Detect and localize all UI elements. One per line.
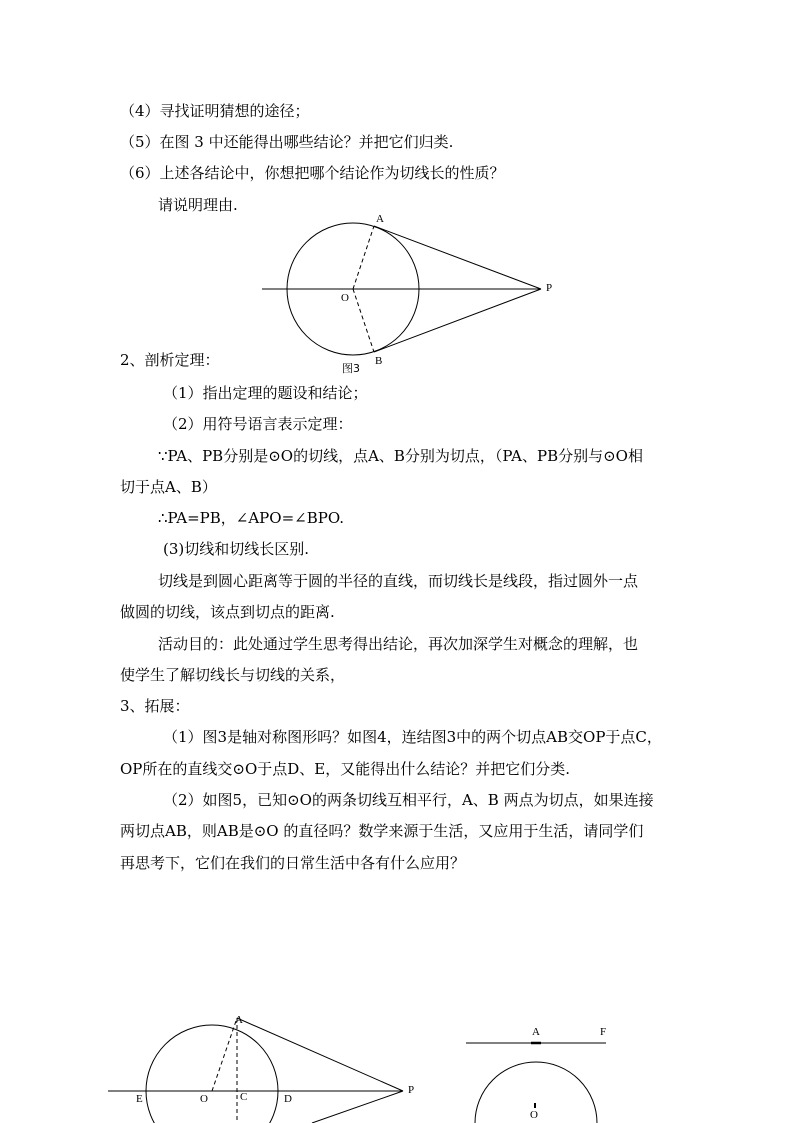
figure-4-label-p: P	[408, 1084, 415, 1096]
figure-3-tangent-pa	[374, 226, 541, 289]
extension-2-line-2: 两切点AB，则AB是⊙O 的直径吗？数学来源于生活，又应用于生活，请同学们	[120, 822, 644, 840]
extension-1-line-2: OP所在的直线交⊙O于点D、E，又能得出什么结论？并把它们分类.	[120, 760, 571, 778]
section-2-item-3: (3)切线和切线长区别.	[163, 540, 310, 558]
figure-3-caption: 图3	[342, 362, 360, 375]
figure-5-label-o: O	[530, 1109, 538, 1121]
figure-3-tangent-pb	[374, 289, 541, 352]
figure-3-radius-oa	[353, 226, 374, 289]
figure-3-radius-ob	[353, 289, 374, 352]
figure-3-label-a: A	[376, 213, 384, 225]
distinction-line-1: 切线是到圆心距离等于圆的半径的直线，而切线长是线段，指过圆外一点	[158, 572, 639, 590]
figure-5-label-a: A	[532, 1026, 540, 1038]
figure-3-circle	[287, 223, 419, 355]
figure-3-label-o: O	[341, 292, 349, 304]
section-3-heading: 3、拓展：	[120, 697, 190, 715]
figure-3-diagram	[262, 223, 541, 355]
figure-4-label-a: A	[235, 1014, 243, 1026]
distinction-line-2: 做圆的切线，该点到切点的距离.	[120, 603, 335, 621]
figure-3-label-b: B	[375, 355, 383, 367]
step-6-continued: 请说明理由.	[158, 196, 238, 214]
section-2-item-1: （1）指出定理的题设和结论；	[163, 384, 368, 402]
figure-4-radius-oa	[212, 1018, 237, 1091]
section-2-item-2: （2）用符号语言表示定理：	[163, 415, 353, 433]
figure-5-label-f: F	[600, 1026, 607, 1038]
figure-4-tangent-pb	[312, 1091, 403, 1123]
step-4: （4）寻找证明猜想的途径；	[120, 102, 310, 120]
theorem-given-line-2: 切于点A、B）	[120, 478, 217, 496]
figure-4-label-c: C	[240, 1091, 248, 1103]
figure-5-circle-arc	[475, 1062, 597, 1123]
section-2-heading: 2、剖析定理：	[120, 351, 220, 369]
extension-2-line-1: （2）如图5，已知⊙O的两条切线互相平行，A、B 两点为切点，如果连接	[163, 791, 654, 809]
figure-4-label-e: E	[136, 1093, 143, 1105]
figure-4-diagram	[108, 1018, 403, 1123]
activity-purpose-line-1: 活动目的：此处通过学生思考得出结论，再次加深学生对概念的理解，也	[158, 635, 639, 653]
figure-4-label-o: O	[200, 1093, 208, 1105]
activity-purpose-line-2: 使学生了解切线长与切线的关系，	[120, 666, 346, 684]
extension-2-line-3: 再思考下，它们在我们的日常生活中各有什么应用？	[120, 854, 466, 872]
figure-3-label-p: P	[546, 282, 553, 294]
figure-5-diagram	[466, 1043, 606, 1123]
theorem-conclusion: ∴PA=PB，∠APO=∠BPO.	[158, 509, 345, 527]
figure-4-tangent-pa	[237, 1018, 403, 1091]
step-5: （5）在图 3 中还能得出哪些结论？并把它们归类.	[120, 133, 454, 151]
figure-4-label-d: D	[284, 1093, 292, 1105]
figure-4-circle	[146, 1025, 278, 1123]
theorem-given-line-1: ∵PA、PB分别是⊙O的切线，点A、B分别为切点，（PA、PB分别与⊙O相	[158, 447, 643, 465]
extension-1-line-1: （1）图3是轴对称图形吗？如图4，连结图3中的两个切点AB交OP于点C，	[163, 728, 662, 746]
step-6: （6）上述各结论中，你想把哪个结论作为切线长的性质？	[120, 164, 505, 182]
